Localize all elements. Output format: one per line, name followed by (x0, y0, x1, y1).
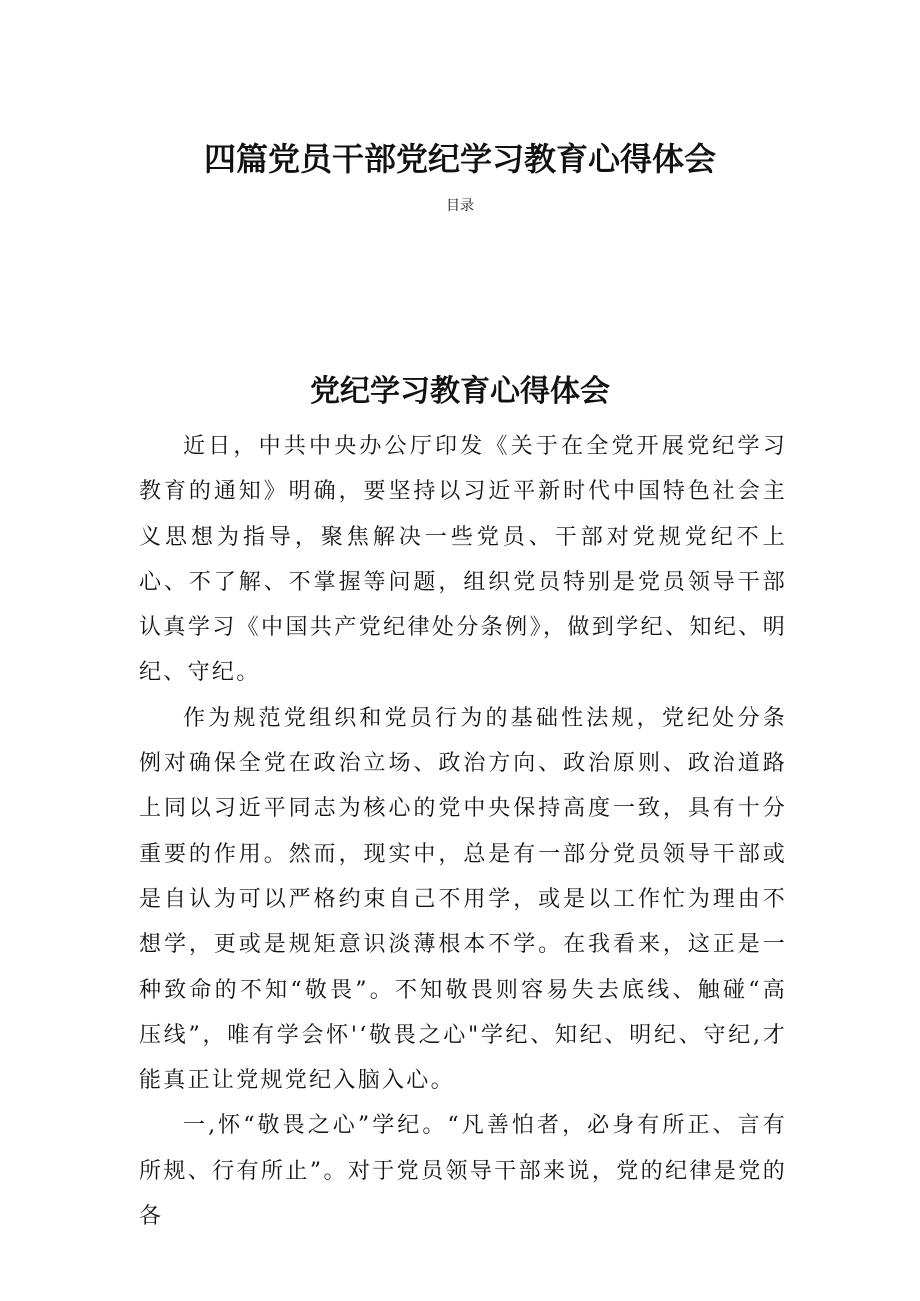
article-title: 党纪学习教育心得体会 (310, 374, 610, 409)
paragraph-2: 作为规范党组织和党员行为的基础性法规，党纪处分条例对确保全党在政治立场、政治方向、政治原则、政治道路上同以习近平同志为核心的党中央保持高度一致，具有十分重要的作用。然而，现实中，总是有一部分党员领导干部或是自认为可以严格约束自己不用学，或是以工作忙为理由不想学，更或是规矩意识淡薄根本不学。在我看来，这正是一种致命的不知“敬畏”。不知敬畏则容易失去底线、触碰“高压线”，唯有学会怀'‘敬畏之心"学纪、知纪、明纪、守纪,才能真正让党规党纪入脑入心。 (139, 705, 787, 1094)
paragraph-3: 一,怀“敬畏之心”学纪。“凡善怕者，必身有所正、言有所规、行有所止”。对于党员领导干部来说，党的纪律是党的各 (139, 1113, 787, 1230)
article-body (139, 424, 787, 1239)
table-of-contents-label: 目录 (446, 198, 474, 214)
document-title: 四篇党员干部党纪学习教育心得体会 (203, 140, 716, 178)
paragraph-1: 近日，中共中央办公厅印发《关于在全党开展党纪学习教育的通知》明确，要坚持以习近平新时代中国特色社会主义思想为指导，聚焦解决一些党员、干部对党规党纪不上心、不了解、不掌握等问题，组织党员特别是党员领导干部认真学习《中国共产党纪律处分条例》，做到学纪、知纪、明纪、守纪。 (139, 434, 787, 686)
